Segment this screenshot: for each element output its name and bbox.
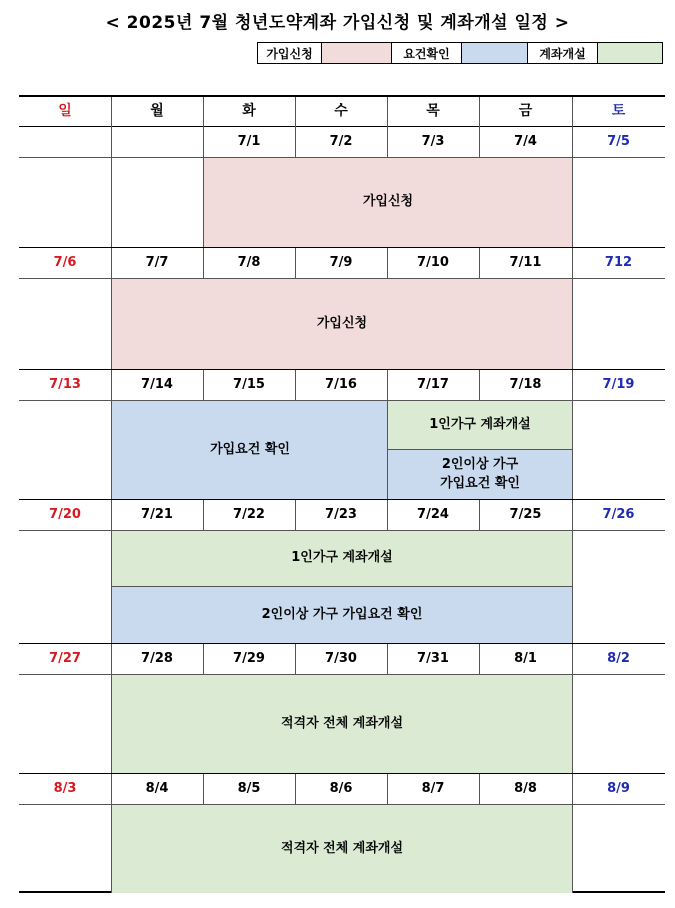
grid-line — [111, 530, 112, 643]
event-all-account-open: 적격자 전체 계좌개설 — [112, 675, 572, 773]
grid-line — [572, 370, 573, 400]
weekday-mon: 월 — [150, 103, 164, 120]
grid-line — [479, 774, 480, 804]
date-cell — [111, 127, 203, 157]
grid-line — [19, 530, 665, 531]
grid-line — [19, 126, 665, 127]
grid-line — [19, 157, 665, 158]
date-cell: 7/13 — [49, 376, 81, 392]
date-cell: 7/21 — [141, 506, 173, 522]
grid-line — [479, 644, 480, 674]
legend-swatch-check — [462, 43, 528, 63]
date-cell: 7/28 — [141, 650, 173, 666]
legend — [257, 42, 663, 64]
weekday-tue: 화 — [242, 103, 256, 120]
grid-line — [19, 278, 665, 279]
grid-line — [19, 369, 665, 370]
date-cell: 7/1 — [237, 133, 261, 149]
event-multi-eligibility-check: 2인이상 가구 가입요건 확인 — [388, 450, 572, 499]
grid-line — [479, 127, 480, 157]
date-cell: 7/27 — [49, 650, 81, 666]
grid-line — [387, 449, 572, 450]
grid-line — [295, 127, 296, 157]
date-cell: 7/15 — [233, 376, 265, 392]
grid-line — [19, 643, 665, 644]
legend-swatch-apply — [322, 43, 392, 63]
grid-line — [295, 248, 296, 278]
grid-line — [295, 97, 296, 127]
date-cell: 7/5 — [607, 133, 630, 149]
grid-line — [19, 247, 665, 248]
legend-label-apply: 가입신청 — [258, 43, 322, 63]
grid-line — [203, 97, 204, 157]
date-cell: 8/3 — [53, 780, 77, 796]
grid-line — [387, 400, 388, 499]
weekday-sat: 토 — [611, 103, 626, 120]
grid-line — [111, 248, 112, 278]
grid-line — [387, 774, 388, 804]
grid-line — [387, 97, 388, 127]
grid-line — [387, 248, 388, 278]
grid-line — [479, 500, 480, 530]
grid-line — [111, 400, 112, 499]
date-cell — [19, 127, 111, 157]
date-cell: 7/19 — [602, 376, 635, 392]
date-cell: 8/7 — [421, 780, 445, 796]
date-cell: 8/4 — [145, 780, 169, 796]
date-cell: 7/6 — [53, 254, 77, 270]
grid-line — [111, 644, 112, 674]
grid-line — [572, 674, 573, 773]
date-cell: 7/22 — [233, 506, 265, 522]
date-cell: 7/7 — [145, 254, 169, 270]
grid-line — [111, 157, 112, 247]
grid-line — [387, 127, 388, 157]
date-cell: 7/30 — [325, 650, 357, 666]
grid-line — [295, 644, 296, 674]
grid-line — [572, 804, 573, 893]
grid-line — [572, 774, 573, 804]
grid-line — [111, 774, 112, 804]
date-cell: 712 — [604, 254, 633, 270]
date-cell: 7/24 — [417, 506, 449, 522]
weekday-thu: 목 — [426, 103, 440, 120]
legend-label-check: 요건확인 — [392, 43, 462, 63]
date-cell: 7/31 — [417, 650, 449, 666]
date-cell: 7/16 — [325, 376, 357, 392]
legend-label-open: 계좌개설 — [528, 43, 598, 63]
event-single-account-open: 1인가구 계좌개설 — [112, 531, 572, 586]
date-cell: 8/9 — [607, 780, 630, 796]
date-cell: 7/29 — [233, 650, 265, 666]
grid-line — [572, 157, 573, 247]
grid-line — [572, 248, 573, 278]
grid-line — [203, 157, 204, 247]
date-cell: 7/23 — [325, 506, 357, 522]
date-cell: 8/5 — [237, 780, 261, 796]
grid-line — [479, 370, 480, 400]
event-single-account-open: 1인가구 계좌개설 — [388, 401, 572, 449]
grid-line — [19, 674, 665, 675]
date-cell: 7/25 — [509, 506, 542, 522]
grid-line — [387, 500, 388, 530]
grid-line — [479, 248, 480, 278]
legend-swatch-open — [598, 43, 662, 63]
grid-line — [19, 804, 665, 805]
grid-line — [111, 500, 112, 530]
grid-line — [111, 97, 112, 157]
grid-line — [572, 97, 573, 157]
event-multi-eligibility-check: 2인이상 가구 가입요건 확인 — [112, 587, 572, 643]
grid-line — [111, 804, 112, 893]
grid-line — [572, 500, 573, 530]
weekday-sun: 일 — [58, 103, 72, 120]
event-all-account-open: 적격자 전체 계좌개설 — [112, 805, 572, 893]
page-title: < 2025년 7월 청년도약계좌 가입신청 및 계좌개설 일정 > — [105, 13, 570, 33]
grid-line — [111, 586, 572, 587]
date-cell: 7/9 — [329, 254, 353, 270]
grid-line — [295, 774, 296, 804]
event-eligibility-check: 가입요건 확인 — [112, 401, 388, 499]
grid-line — [19, 400, 665, 401]
date-cell: 7/26 — [602, 506, 635, 522]
grid-line — [572, 400, 573, 499]
weekday-fri: 금 — [518, 103, 533, 120]
calendar — [19, 95, 665, 893]
grid-line — [479, 97, 480, 127]
date-cell: 8/2 — [607, 650, 630, 666]
event-apply: 가입신청 — [204, 158, 572, 247]
date-cell: 7/4 — [514, 133, 537, 149]
grid-line — [295, 370, 296, 400]
grid-line — [111, 278, 112, 369]
grid-line — [572, 530, 573, 643]
grid-line — [387, 644, 388, 674]
date-cell: 7/17 — [417, 376, 449, 392]
grid-line — [203, 644, 204, 674]
grid-line — [387, 370, 388, 400]
grid-line — [203, 774, 204, 804]
grid-line — [19, 773, 665, 774]
date-cell: 8/6 — [329, 780, 353, 796]
grid-line — [572, 278, 573, 369]
grid-line — [572, 644, 573, 674]
grid-line — [111, 674, 112, 773]
grid-line — [203, 370, 204, 400]
date-cell: 7/11 — [509, 254, 542, 270]
date-cell: 7/8 — [237, 254, 261, 270]
event-apply: 가입신청 — [112, 279, 572, 369]
grid-line — [203, 500, 204, 530]
grid-line — [203, 248, 204, 278]
grid-line — [19, 499, 665, 500]
date-cell: 8/1 — [514, 650, 537, 666]
grid-line — [111, 370, 112, 400]
date-cell: 7/2 — [329, 133, 353, 149]
date-cell: 7/10 — [417, 254, 449, 270]
weekday-wed: 수 — [334, 103, 348, 120]
grid-line — [295, 500, 296, 530]
date-cell: 8/8 — [514, 780, 537, 796]
date-cell: 7/20 — [49, 506, 81, 522]
date-cell: 7/14 — [141, 376, 173, 392]
date-cell: 7/3 — [421, 133, 445, 149]
date-cell: 7/18 — [509, 376, 542, 392]
